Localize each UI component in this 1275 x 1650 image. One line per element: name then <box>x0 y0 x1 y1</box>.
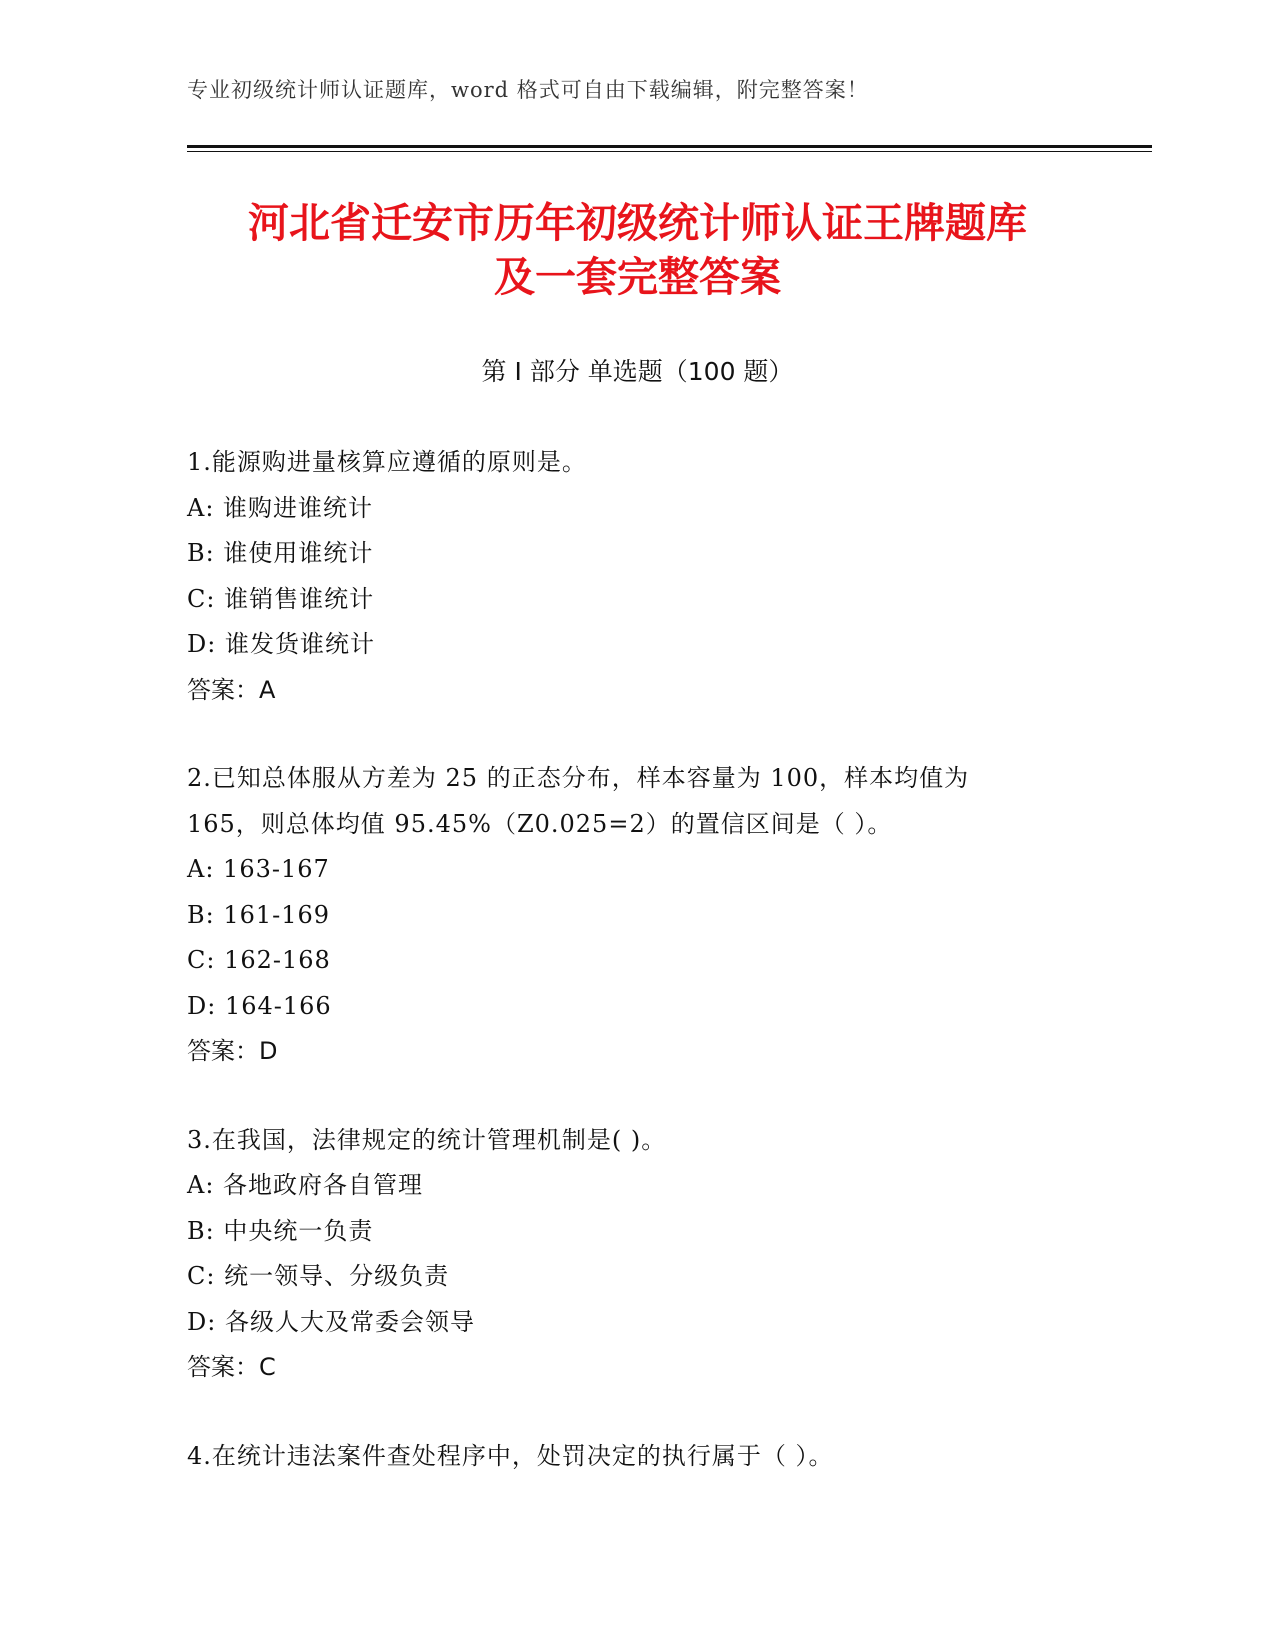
header-divider-thin <box>187 151 1152 152</box>
question-spacer <box>187 713 1087 756</box>
question-1-option-b: B: 谁使用谁统计 <box>187 539 374 567</box>
question-2-option-c: C: 162-168 <box>187 946 331 974</box>
question-2 <box>187 756 1087 1075</box>
question-3-option-a: A: 各地政府各自管理 <box>187 1171 424 1199</box>
question-3-stem: 3.在我国，法律规定的统计管理机制是( )。 <box>187 1125 667 1154</box>
question-1-option-d: D: 谁发货谁统计 <box>187 630 375 658</box>
question-1-answer: 答案：A <box>187 675 276 704</box>
document-title-line-2: 及一套完整答案 <box>494 253 781 301</box>
question-1 <box>187 440 1087 713</box>
question-3-answer: 答案：C <box>187 1353 276 1381</box>
question-1-option-a: A: 谁购进谁统计 <box>187 493 374 522</box>
header-divider-thick <box>187 145 1152 148</box>
header-note: 专业初级统计师认证题库，word 格式可自由下载编辑，附完整答案！ <box>187 78 869 102</box>
section-heading: 第 I 部分 单选题（100 题） <box>481 357 794 386</box>
question-4-stem: 4.在统计违法案件查处程序中，处罚决定的执行属于（ ）。 <box>187 1441 834 1470</box>
document-title <box>150 196 1125 304</box>
question-3-option-c: C: 统一领导、分级负责 <box>187 1262 450 1290</box>
question-2-stem-line-1: 2.已知总体服从方差为 25 的正态分布，样本容量为 100，样本均值为 <box>187 764 970 792</box>
question-2-option-a: A: 163-167 <box>187 855 330 883</box>
question-3 <box>187 1118 1087 1391</box>
question-2-stem-line-2: 165，则总体均值 95.45%（Z0.025=2）的置信区间是（ ）。 <box>187 809 893 838</box>
question-2-answer: 答案：D <box>187 1037 278 1065</box>
question-spacer <box>187 1075 1087 1118</box>
question-1-option-c: C: 谁销售谁统计 <box>187 584 375 613</box>
question-2-option-d: D: 164-166 <box>187 991 332 1020</box>
document-title-line-1: 河北省迁安市历年初级统计师认证王牌题库 <box>248 199 1027 247</box>
question-list <box>187 440 1087 1479</box>
question-1-stem: 1.能源购进量核算应遵循的原则是。 <box>187 448 587 476</box>
question-3-option-d: D: 各级人大及常委会领导 <box>187 1307 475 1336</box>
question-2-option-b: B: 161-169 <box>187 900 331 929</box>
question-3-option-b: B: 中央统一负责 <box>187 1216 374 1245</box>
question-4 <box>187 1434 1087 1480</box>
question-spacer <box>187 1391 1087 1434</box>
